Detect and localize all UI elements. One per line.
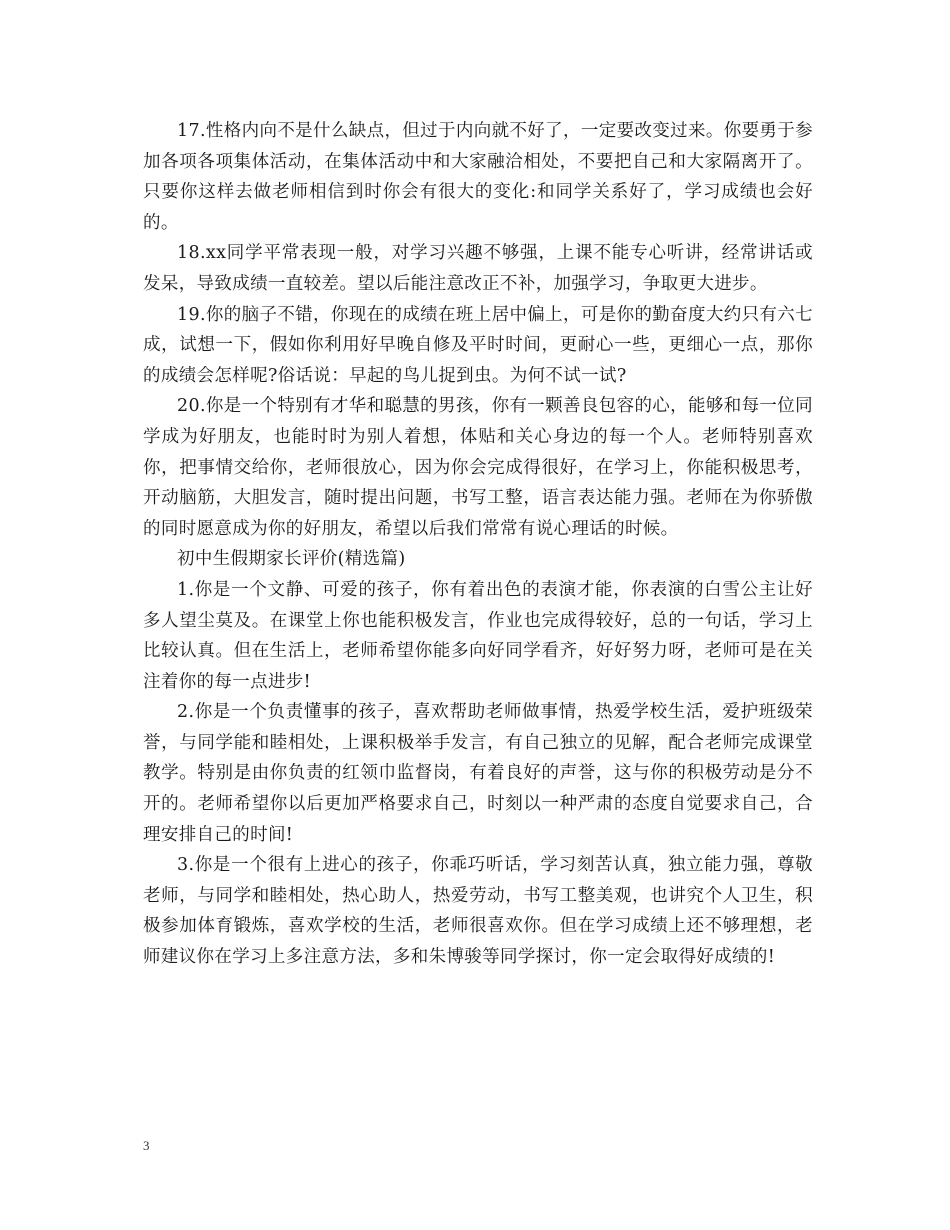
paragraph-comment-17: 17.性格内向不是什么缺点，但过于内向就不好了，一定要改变过来。你要勇于参加各项各项集体活动，在集体活动中和大家融洽相处，不要把自己和大家隔离开了。只要你这样去做老师相信到时你会有很大的变化:和同学关系好了，学习成绩也会好的。 [143,121,813,233]
paragraph-comment-20: 20.你是一个特别有才华和聪慧的男孩，你有一颗善良包容的心，能够和每一位同学成为好朋友，也能时时为别人着想，体贴和关心身边的每一个人。老师特别喜欢你，把事情交给你，老师很放心，因为你会完成得很好，在学习上，你能积极思考，开动脑筋，大胆发言，随时提出问题，书写工整，语言表达能力强。老师在为你骄傲的同时愿意成为你的好朋友，希望以后我们常常有说心理话的时候。 [143,396,813,539]
paragraph-comment-18: 18.xx同学平常表现一般，对学习兴趣不够强，上课不能专心听讲，经常讲话或发呆，导致成绩一直较差。望以后能注意改正不补，加强学习，争取更大进步。 [143,243,813,294]
page-number: 3 [143,1138,150,1153]
document-body [143,116,813,973]
paragraph-comment-1: 1.你是一个文静、可爱的孩子，你有着出色的表演才能，你表演的白雪公主让好多人望尘莫及。在课堂上你也能积极发言，作业也完成得较好，总的一句话，学习上比较认真。但在生活上，老师希望你能多向好同学看齐，好好努力呀，老师可是在关注着你的每一点进步! [143,579,813,692]
paragraph-comment-3: 3.你是一个很有上进心的孩子，你乖巧听话，学习刻苦认真，独立能力强，尊敬老师，与同学和睦相处，热心助人，热爱劳动，书写工整美观，也讲究个人卫生，积极参加体育锻炼，喜欢学校的生活，老师很喜欢你。但在学习成绩上还不够理想，老师建议你在学习上多注意方法，多和朱博骏等同学探讨，你一定会取得好成绩的! [143,855,813,968]
paragraph-comment-19: 19.你的脑子不错，你现在的成绩在班上居中偏上，可是你的勤奋度大约只有六七成，试想一下，假如你利用好早晚自修及平时时间，更耐心一些，更细心一点，那你的成绩会怎样呢?俗话说：早起的鸟儿捉到虫。为何不试一试? [143,304,813,386]
section-heading: 初中生假期家长评价(精选篇) [177,549,406,570]
paragraph-comment-2: 2.你是一个负责懂事的孩子，喜欢帮助老师做事情，热爱学校生活，爱护班级荣誉，与同学能和睦相处，上课积极举手发言，有自己独立的见解，配合老师完成课堂教学。特别是由你负责的红领巾监督岗，有着良好的声誉，这与你的积极劳动是分不开的。老师希望你以后更加严格要求自己，时刻以一种严肃的态度自觉要求自己，合理安排自己的时间! [143,702,813,845]
